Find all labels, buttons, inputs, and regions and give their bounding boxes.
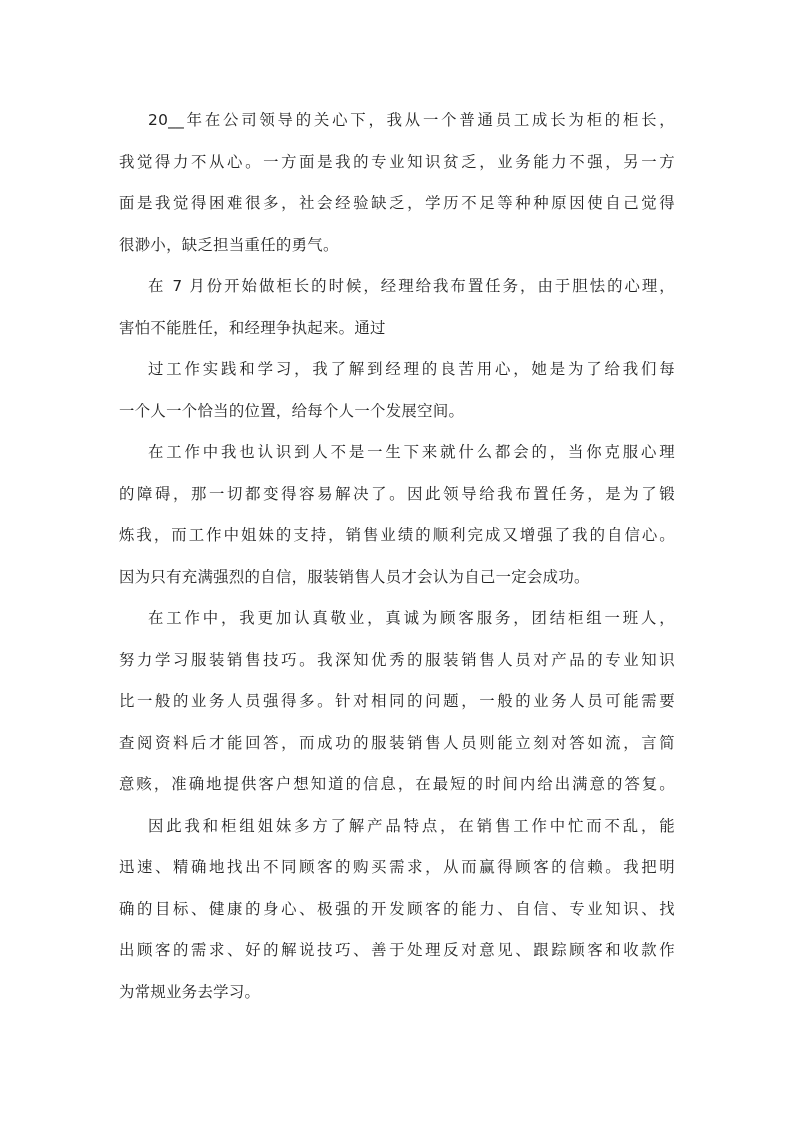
document-page bbox=[119, 100, 675, 1013]
text-line: 在工作中我也认识到人不是一生下来就什么都会的，当你克服心理 bbox=[148, 443, 675, 461]
text-line: 比一般的业务人员强得多。针对相同的问题，一般的业务人员可能需要 bbox=[119, 692, 675, 710]
text-line: 炼我，而工作中姐妹的支持，销售业绩的顺利完成又增强了我的自信心。 bbox=[119, 526, 675, 544]
text-line: 害怕不能胜任，和经理争执起来。通过 bbox=[119, 318, 386, 337]
text-line: 因此我和柜组姐妹多方了解产品特点，在销售工作中忙而不乱，能 bbox=[148, 816, 675, 835]
text-line: 确的目标、健康的身心、极强的开发顾客的能力、自信、专业知识、找 bbox=[119, 899, 675, 918]
text-line: 迅速、精确地找出不同顾客的购买需求，从而赢得顾客的信赖。我把明 bbox=[119, 858, 675, 876]
text-line: 出顾客的需求、好的解说技巧、善于处理反对意见、跟踪顾客和收款作 bbox=[119, 941, 675, 959]
text-line: 面是我觉得困难很多，社会经验缺乏，学历不足等种种原因使自己觉得 bbox=[119, 194, 675, 212]
text-line: 因为只有充满强烈的自信，服装销售人员才会认为自己一定会成功。 bbox=[119, 567, 590, 586]
text-line: 过工作实践和学习，我了解到经理的良苦用心，她是为了给我们每 bbox=[148, 360, 675, 378]
text-line: 查阅资料后才能回答，而成功的服装销售人员则能立刻对答如流，言简 bbox=[119, 733, 675, 752]
text-line: 我觉得力不从心。一方面是我的专业知识贫乏，业务能力不强，另一方 bbox=[119, 152, 675, 171]
text-line: 的障碍，那一切都变得容易解决了。因此领导给我布置任务，是为了锻 bbox=[119, 484, 675, 503]
text-line: 一个人一个恰当的位置，给每个人一个发展空间。 bbox=[119, 401, 465, 420]
text-line: 20__年在公司领导的关心下，我从一个普通员工成长为柜的柜长， bbox=[148, 111, 675, 129]
text-line: 为常规业务去学习。 bbox=[119, 982, 261, 1001]
text-line: 在 7 月份开始做柜长的时候，经理给我布置任务，由于胆怯的心理， bbox=[148, 277, 675, 295]
text-line: 意赅，准确地提供客户想知道的信息，在最短的时间内给出满意的答复。 bbox=[119, 775, 675, 793]
text-line: 努力学习服装销售技巧。我深知优秀的服装销售人员对产品的专业知识 bbox=[119, 650, 675, 669]
text-line: 很渺小，缺乏担当重任的勇气。 bbox=[119, 235, 339, 254]
text-line: 在工作中，我更加认真敬业，真诚为顾客服务，团结柜组一班人， bbox=[148, 609, 675, 627]
